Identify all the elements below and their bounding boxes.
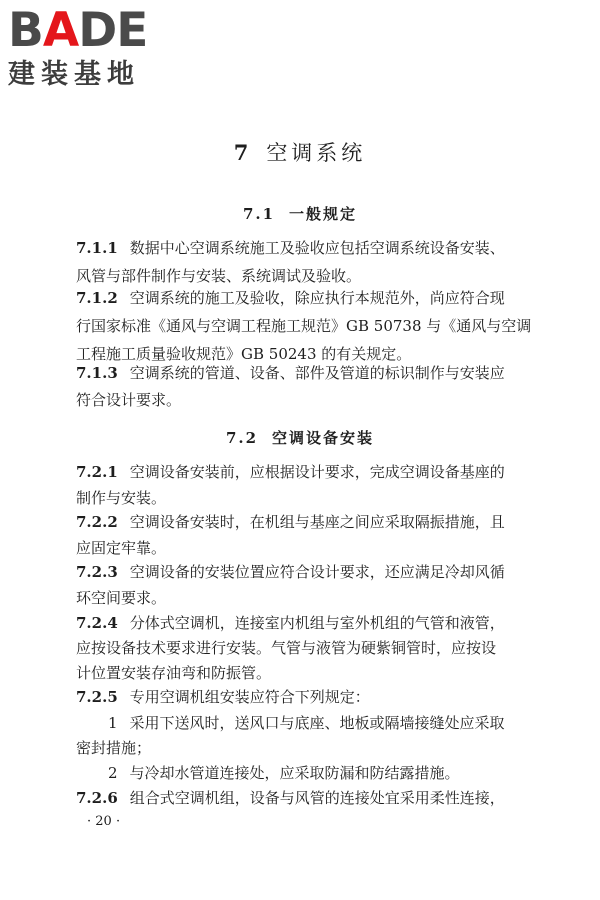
chapter-title <box>0 137 600 167</box>
page-number: · 20 · <box>87 814 121 829</box>
chapter-number: 7 <box>233 140 253 165</box>
logo-subtitle: 建装基地 <box>8 59 140 90</box>
section-title-7-2: 7.2 空调设备安装 <box>225 429 375 447</box>
logo-wordmark: BADE <box>8 3 148 58</box>
clause-7-2-5-item-1: 1 采用下送风时，送风口与底座、地板或隔墙接缝处应采取 <box>108 714 505 732</box>
bade-logo <box>8 3 178 90</box>
clause-7-2-5-item-2: 2 与冷却水管道连接处，应采取防漏和防结露措施。 <box>108 764 460 782</box>
chapter-name: 空调系统 <box>266 141 367 165</box>
section-title-7-1: 7.1 一般规定 <box>242 205 358 223</box>
